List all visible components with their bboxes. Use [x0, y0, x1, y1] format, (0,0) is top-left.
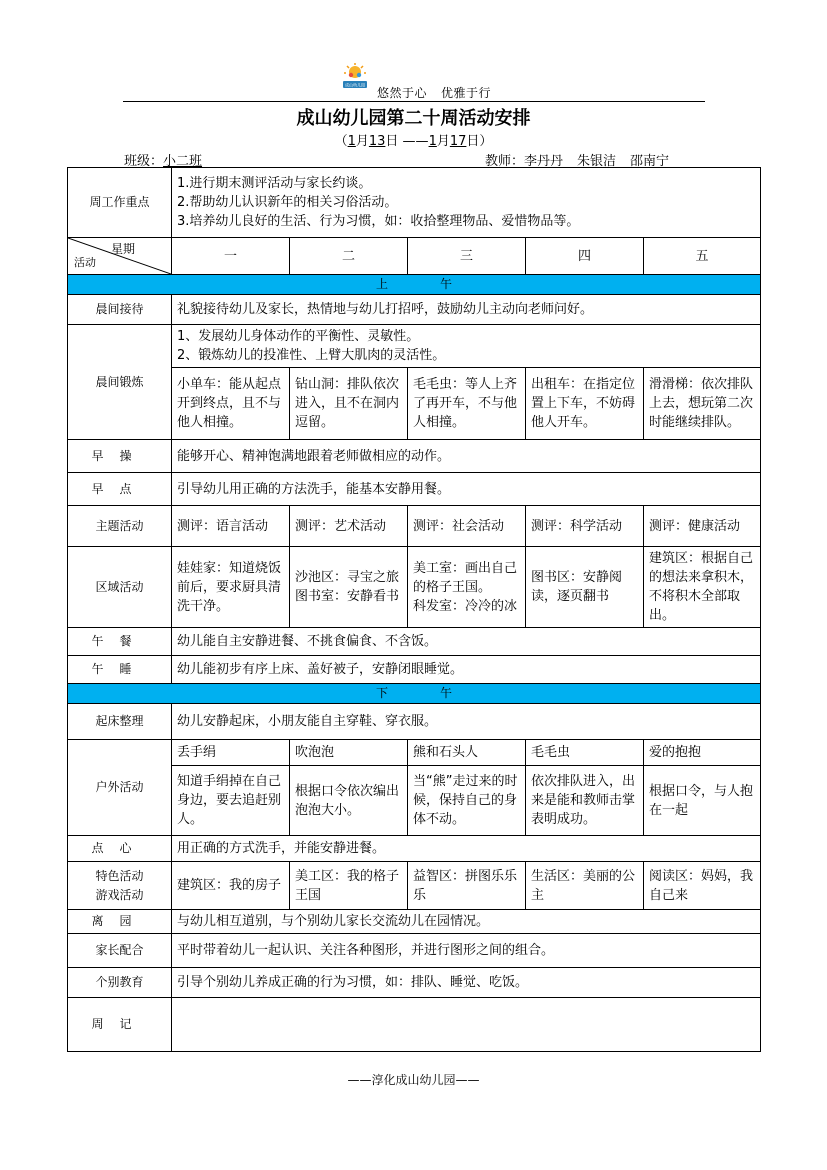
outdoor-game-name: 熊和石头人 [408, 740, 526, 766]
pm-band-row [68, 684, 761, 704]
afternoon-band [68, 684, 761, 704]
nap-row [68, 656, 761, 684]
morning-snack-row [68, 473, 761, 506]
theme-day: 测评：语言活动 [172, 506, 290, 547]
notes-text [172, 998, 761, 1052]
morning-snack-text: 引导幼儿用正确的方法洗手，能基本安静用餐。 [172, 473, 761, 506]
date-range: （1月13日 ——1月17日） [334, 134, 493, 149]
wake-row [68, 704, 761, 740]
focus-item: 1.进行期末测评活动与家长约谈。 [177, 176, 372, 191]
games-day: 建筑区：我的房子 [172, 862, 290, 910]
area-label: 区域活动 [68, 547, 172, 628]
area-item: 娃娃家：知道烧饭前后，要求厨具清洗干净。 [177, 560, 282, 614]
area-day [644, 547, 761, 628]
wake-text: 幼儿安静起床，小朋友能自主穿鞋、穿衣服。 [172, 704, 761, 740]
am-band-row [68, 275, 761, 295]
outdoor-game-desc: 当“熊”走过来的时候，保持自己的身体不动。 [408, 766, 526, 836]
day-thursday: 四 [526, 238, 644, 275]
slogan-2: 优雅于行 [441, 86, 492, 100]
area-day [172, 547, 290, 628]
individual-row [68, 968, 761, 998]
theme-day: 测评：科学活动 [526, 506, 644, 547]
day-tuesday: 二 [290, 238, 408, 275]
teacher-3: 邵南宁 [630, 154, 670, 169]
games-label-line: 特色活动 [95, 868, 144, 883]
outdoor-game-desc: 知道手绢掉在自己身边，要去追赶别人。 [172, 766, 290, 836]
notes-row [68, 998, 761, 1052]
exercise-day: 毛毛虫：等人上齐了再开车，不与他人相撞。 [408, 368, 526, 440]
leave-text: 与幼儿相互道别，与个别幼儿家长交流幼儿在园情况。 [172, 910, 761, 934]
outdoor-game-name: 爱的抱抱 [644, 740, 761, 766]
games-label-line: 游戏活动 [95, 887, 144, 902]
reception-row [68, 295, 761, 325]
outdoor-names-row [68, 740, 761, 766]
end-month: 1 [428, 134, 437, 149]
start-month: 1 [347, 134, 356, 149]
games-day: 益智区：拼图乐乐乐 [408, 862, 526, 910]
games-day: 阅读区：妈妈，我自己来 [644, 862, 761, 910]
afternoon-snack-row [68, 836, 761, 862]
band-char: 下 [376, 686, 389, 700]
band-char: 午 [440, 686, 453, 700]
leave-row [68, 910, 761, 934]
games-day: 美工区：我的格子王国 [290, 862, 408, 910]
lunch-text: 幼儿能自主安静进餐、不挑食偏食、不含饭。 [172, 628, 761, 656]
area-item: 沙池区：寻宝之旅 [295, 570, 400, 585]
individual-text: 引导个别幼儿养成正确的行为习惯，如：排队、睡觉、吃饭。 [172, 968, 761, 998]
morning-snack-label: 早点 [68, 473, 172, 506]
area-item: 图书区：安静阅读，逐页翻书 [531, 570, 623, 604]
header-divider [123, 101, 705, 102]
school-logo [340, 62, 370, 92]
lunch-row [68, 628, 761, 656]
svg-text:成山幼儿园: 成山幼儿园 [345, 82, 365, 88]
nap-label: 午睡 [68, 656, 172, 684]
area-item: 美工室：画出自己的格子王国。 [413, 560, 518, 595]
outdoor-label: 户外活动 [68, 740, 172, 836]
outdoor-game-desc: 根据口令依次编出泡泡大小。 [290, 766, 408, 836]
theme-label: 主题活动 [68, 506, 172, 547]
area-day [290, 547, 408, 628]
exercise-goals [172, 325, 761, 368]
activity-label: 活动 [74, 256, 96, 269]
teacher-1: 李丹丹 [524, 154, 564, 169]
morning-exercise-text: 能够开心、精神饱满地跟着老师做相应的动作。 [172, 440, 761, 473]
area-day [408, 547, 526, 628]
individual-label: 个别教育 [68, 968, 172, 998]
outdoor-game-desc: 根据口令，与人抱在一起 [644, 766, 761, 836]
outdoor-game-desc: 依次排队进入，出来是能和教师击掌表明成功。 [526, 766, 644, 836]
schedule-table [67, 167, 761, 1052]
exercise-day: 滑滑梯：依次排队上去，想玩第二次时能继续排队。 [644, 368, 761, 440]
focus-row [68, 168, 761, 238]
exercise-days-row [68, 368, 761, 440]
theme-day: 测评：艺术活动 [290, 506, 408, 547]
area-item: 图书室：安静看书 [295, 589, 400, 604]
reception-text: 礼貌接待幼儿及家长，热情地与幼儿打招呼，鼓励幼儿主动向老师问好。 [172, 295, 761, 325]
days-header-row [68, 238, 761, 275]
outdoor-game-name: 吹泡泡 [290, 740, 408, 766]
start-day: 13 [368, 134, 386, 149]
class-name: 小二班 [163, 154, 203, 169]
area-day [526, 547, 644, 628]
area-row [68, 547, 761, 628]
games-row [68, 862, 761, 910]
exercise-label: 晨间锻炼 [68, 325, 172, 440]
morning-exercise-label: 早操 [68, 440, 172, 473]
morning-band [68, 275, 761, 295]
outdoor-descs-row [68, 766, 761, 836]
outdoor-game-name: 丢手绢 [172, 740, 290, 766]
teacher-label: 教师： [485, 154, 525, 169]
end-day: 17 [449, 134, 467, 149]
area-item: 科发室：冷冷的冰 [413, 598, 518, 614]
wake-label: 起床整理 [68, 704, 172, 740]
exercise-goals-row [68, 325, 761, 368]
parents-label: 家长配合 [68, 934, 172, 968]
afternoon-snack-label: 点心 [68, 836, 172, 862]
day-friday: 五 [644, 238, 761, 275]
games-label [68, 862, 172, 910]
band-char: 上 [376, 277, 389, 291]
day-wednesday: 三 [408, 238, 526, 275]
nap-text: 幼儿能初步有序上床、盖好被子，安静闭眼睡觉。 [172, 656, 761, 684]
exercise-goal: 1、发展幼儿身体动作的平衡性、灵敏性。 [177, 329, 420, 344]
teacher-2: 朱银洁 [577, 154, 617, 169]
exercise-day: 出租车：在指定位置上下车，不妨碍他人开车。 [526, 368, 644, 440]
day-monday: 一 [172, 238, 290, 275]
area-item: 建筑区：根据自己的想法来拿积木，不将积木全部取出。 [649, 551, 754, 623]
diagonal-header-cell [68, 238, 172, 275]
leave-label: 离园 [68, 910, 172, 934]
footer: ——淳化成山幼儿园—— [347, 1073, 480, 1087]
slogan-1: 悠然于心 [377, 86, 428, 100]
exercise-goal: 2、锻炼幼儿的投准性、上臂大肌肉的灵活性。 [177, 348, 446, 363]
focus-label: 周工作重点 [68, 168, 172, 238]
focus-content [172, 168, 761, 238]
morning-exercise-row [68, 440, 761, 473]
focus-item: 2.帮助幼儿认识新年的相关习俗活动。 [177, 195, 398, 210]
exercise-day: 钻山洞：排队依次进入，且不在洞内逗留。 [290, 368, 408, 440]
band-char: 午 [440, 277, 453, 291]
parents-row [68, 934, 761, 968]
reception-label: 晨间接待 [68, 295, 172, 325]
afternoon-snack-text: 用正确的方式洗手，并能安静进餐。 [172, 836, 761, 862]
slogan [377, 84, 505, 101]
theme-day: 测评：健康活动 [644, 506, 761, 547]
theme-day: 测评：社会活动 [408, 506, 526, 547]
class-label: 班级： [124, 154, 164, 169]
outdoor-game-name: 毛毛虫 [526, 740, 644, 766]
lunch-label: 午餐 [68, 628, 172, 656]
theme-row [68, 506, 761, 547]
notes-label: 周记 [68, 998, 172, 1052]
page-title: 成山幼儿园第二十周活动安排 [296, 108, 531, 129]
week-label: 星期 [110, 242, 135, 256]
parents-text: 平时带着幼儿一起认识、关注各种图形，并进行图形之间的组合。 [172, 934, 761, 968]
games-day: 生活区：美丽的公主 [526, 862, 644, 910]
focus-item: 3.培养幼儿良好的生活、行为习惯，如：收拾整理物品、爱惜物品等。 [177, 214, 580, 229]
exercise-day: 小单车：能从起点开到终点，且不与他人相撞。 [172, 368, 290, 440]
